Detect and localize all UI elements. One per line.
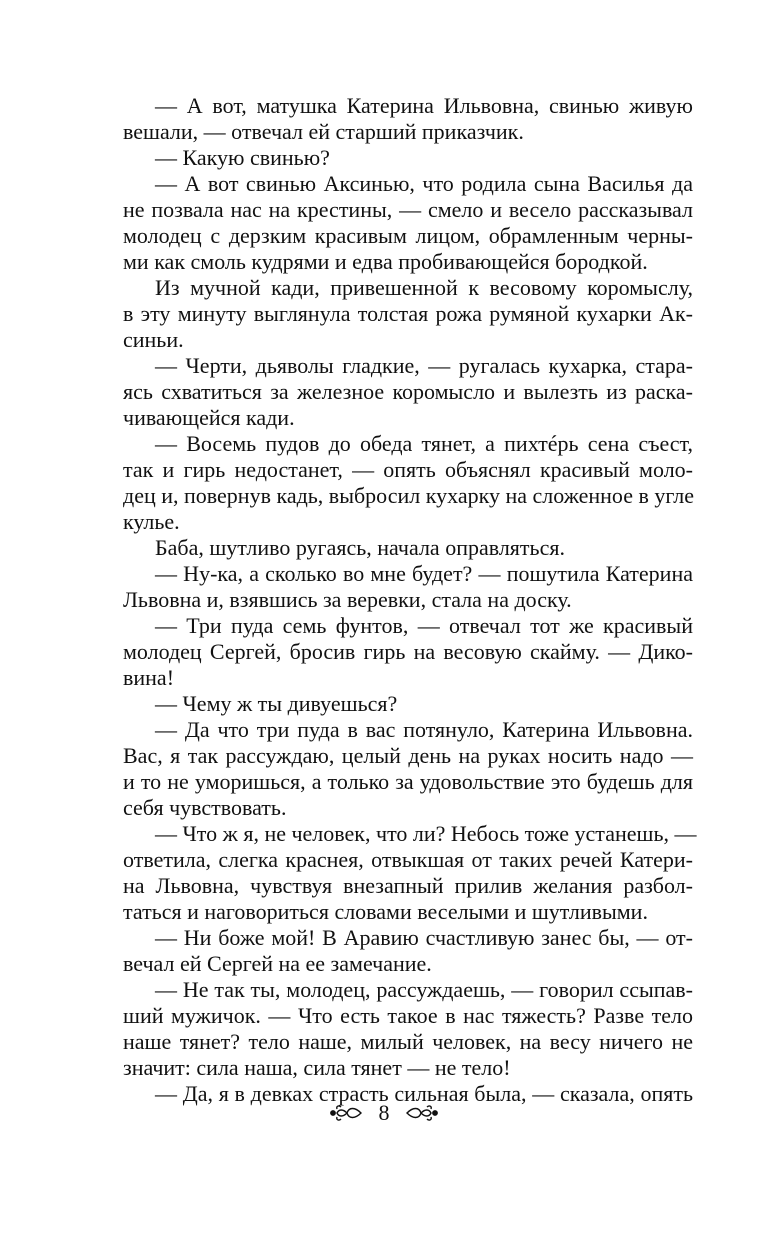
page-number: 8 [378, 1099, 390, 1125]
text-line: — Да, я в девках страсть сильная была, — сказала, опять [155, 1081, 693, 1106]
fleuron-right-icon [405, 1103, 441, 1123]
fleuron-left-icon [327, 1103, 363, 1123]
text-line: — Черти, дьяволы гладкие, — ругалась кухарка, стара- [155, 353, 693, 378]
text-line: синьи. [123, 327, 184, 352]
text-line: в эту минуту выглянула толстая рожа румяной кухарки Ак- [123, 301, 693, 326]
text-line: — Восемь пудов до обеда тянет, а пихтéрь сена съест, [155, 431, 693, 456]
text-line: молодец с дерзким красивым лицом, обрамленным черны- [123, 223, 693, 248]
text-line: ший мужичок. — Что есть такое в нас тяжесть? Разве тело [123, 1003, 693, 1028]
text-line: значит: сила наша, сила тянет — не тело! [123, 1055, 511, 1080]
text-line: молодец Сергей, бросив гирь на весовую скайму. — Дико- [123, 639, 693, 664]
text-line: вешали, — отвечал ей старший приказчик. [123, 119, 524, 144]
text-line: вечал ей Сергей на ее замечание. [123, 951, 432, 976]
text-line: — Чему ж ты дивуешься? [155, 691, 398, 716]
text-line: — Ни боже мой! В Аравию счастливую занес бы, — от- [155, 925, 693, 950]
text-line: — Что ж я, не человек, что ли? Небось тоже устанешь, — [155, 821, 697, 846]
text-line: — Ну-ка, а сколько во мне будет? — пошутила Катерина [155, 561, 693, 586]
text-line: и то не уморишься, а только за удовольствие это будешь для [123, 769, 693, 794]
text-line: — Какую свинью? [155, 145, 330, 170]
text-line: вина! [123, 665, 175, 690]
text-line: Вас, я так рассуждаю, целый день на руках носить надо — [123, 743, 693, 768]
text-line: ми как смоль кудрями и едва пробивающейся бородкой. [123, 249, 648, 274]
page-footer [0, 1097, 768, 1127]
text-line: наше тянет? тело наше, милый человек, на весу ничего не [123, 1029, 693, 1054]
text-line: — А вот свинью Аксинью, что родила сына Василья да [155, 171, 693, 196]
text-line: дец и, повернув кадь, выбросил кухарку на сложенное в угле [123, 483, 694, 508]
text-line: на Львовна, чувствуя внезапный прилив желания разбол- [123, 873, 693, 898]
text-line: — Не так ты, молодец, рассуждаешь, — говорил ссыпав- [155, 977, 693, 1002]
text-line: таться и наговориться словами веселыми и шутливыми. [123, 899, 648, 924]
text-line: ответила, слегка краснея, отвыкшая от таких речей Катери- [123, 847, 693, 872]
text-line: Баба, шутливо ругаясь, начала оправляться. [155, 535, 565, 560]
text-line: — Да что три пуда в вас потянуло, Катерина Ильвовна. [155, 717, 693, 742]
text-line: Из мучной кади, привешенной к весовому коромыслу, [155, 275, 693, 300]
text-line: ясь схватиться за железное коромысло и вылезть из раска- [123, 379, 693, 404]
text-line: кулье. [123, 509, 180, 534]
text-line: — А вот, матушка Катерина Ильвовна, свинью живую [155, 93, 693, 118]
text-line: себя чувствовать. [123, 795, 287, 820]
text-line: — Три пуда семь фунтов, — отвечал тот же красивый [155, 613, 693, 638]
text-line: так и гирь недостанет, — опять объяснял красивый моло- [123, 457, 693, 482]
text-line: не позвала нас на крестины, — смело и весело рассказывал [123, 197, 693, 222]
text-line: чивающейся кади. [123, 405, 295, 430]
body-text [123, 93, 697, 1107]
text-line: Львовна и, взявшись за веревки, стала на доску. [123, 587, 572, 612]
